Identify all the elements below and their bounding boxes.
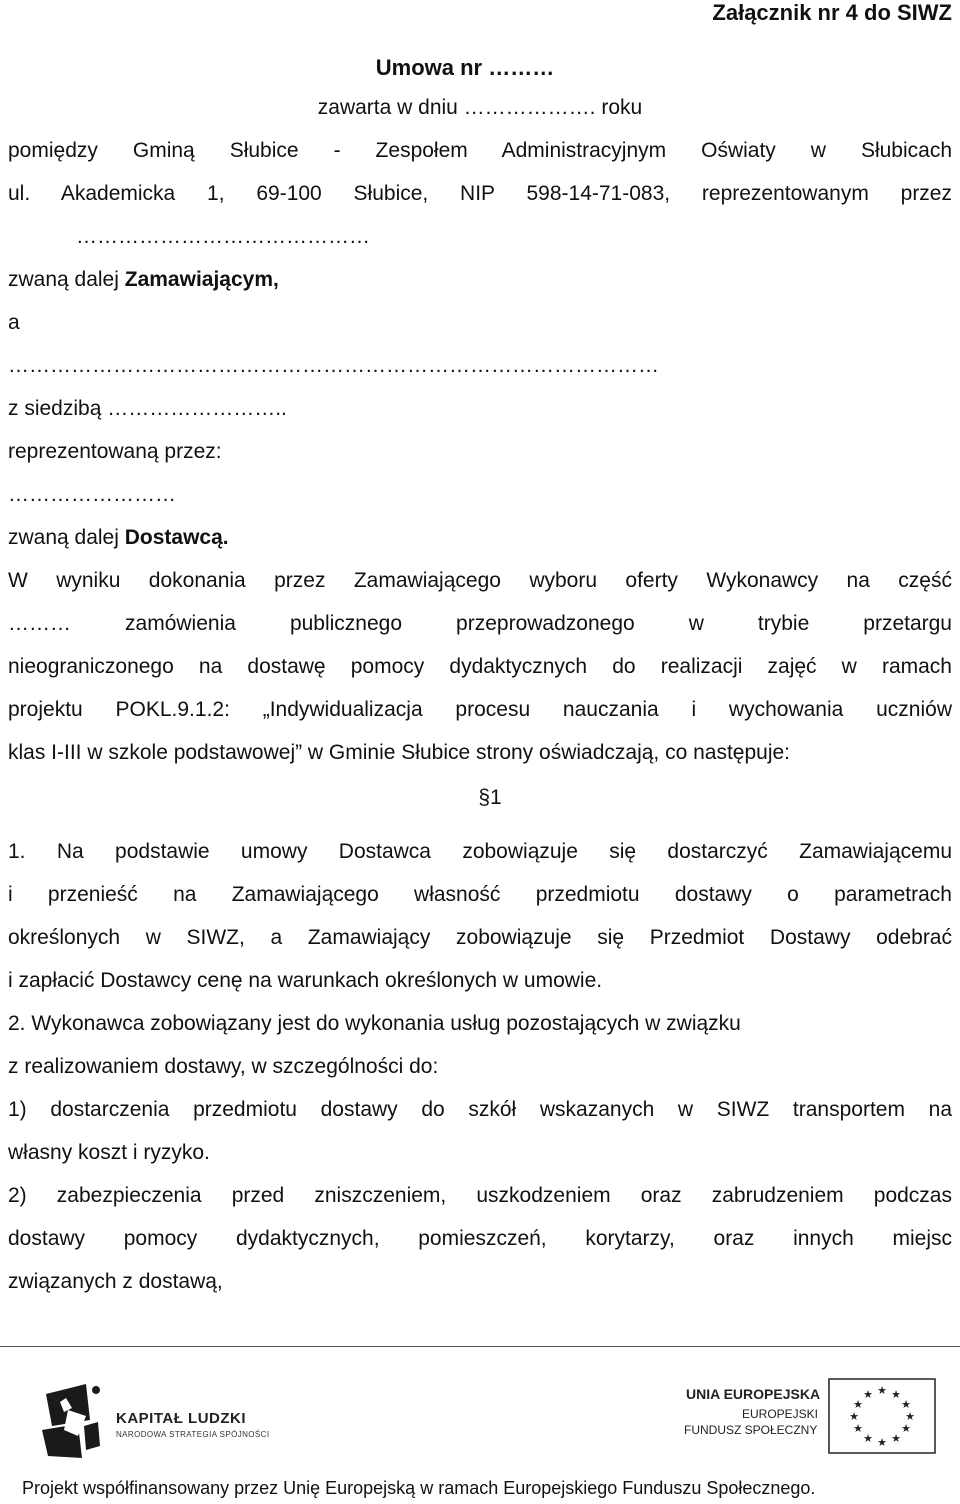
ordering-party-line [8, 262, 952, 305]
supplier-prefix: zwaną dalej [8, 526, 125, 549]
clause-2-line-1: 2. Wykonawca zobowiązany jest do wykonania usług pozostających w związku [8, 1012, 741, 1035]
svg-text:★: ★ [905, 1410, 915, 1423]
intro-line-4: projektu POKL.9.1.2: „Indywidualizacja procesu nauczania i wychowania uczniów [8, 698, 952, 721]
svg-text:★: ★ [853, 1422, 863, 1435]
kapital-ludzki-title: KAPITAŁ LUDZKI [116, 1410, 247, 1427]
eu-title: UNIA EUROPEJSKA [686, 1386, 821, 1402]
intro-line-5: klas I-III w szkole podstawowej” w Gminie Słubice strony oświadczają, co następuje: [8, 741, 791, 764]
clause-4-line-3: związanych z dostawą, [8, 1270, 223, 1293]
clause-4-line-2: dostawy pomocy dydaktycznych, pomieszczeń, korytarzy, oraz innych miejsc [8, 1227, 952, 1250]
kapital-ludzki-logo [38, 1380, 270, 1460]
svg-text:★: ★ [863, 1432, 873, 1445]
intro-line-3: nieograniczonego na dostawę pomocy dydaktycznych do realizacji zajęć w ramach [8, 655, 952, 678]
svg-text:★: ★ [877, 1436, 887, 1449]
ordering-party-prefix: zwaną dalej [8, 268, 125, 291]
eu-logo [678, 1378, 938, 1458]
eu-flag-icon [828, 1378, 936, 1454]
svg-text:★: ★ [853, 1398, 863, 1411]
date-line: zawarta w dniu ………………. roku [317, 96, 643, 119]
contract-title: Umowa nr ……… [375, 55, 555, 80]
intro-line-2: ……… zamówienia publicznego przeprowadzonego w trybie przetargu [8, 612, 952, 635]
supplier-seat: z siedzibą …………………….. [8, 397, 287, 420]
ordering-party-name: Zamawiającym, [124, 268, 279, 291]
and-line: a [8, 311, 20, 334]
clause-1-line-3: określonych w SIWZ, a Zamawiający zobowiązuje się Przedmiot Dostawy odebrać [8, 926, 952, 949]
svg-text:★: ★ [891, 1388, 901, 1401]
parties-line-1: pomiędzy Gminą Słubice - Zespołem Administracyjnym Oświaty w Słubicach [8, 139, 952, 162]
supplier-name: Dostawcą. [124, 526, 229, 549]
footer-divider [0, 1346, 960, 1347]
document-content [8, 50, 952, 1307]
svg-text:★: ★ [891, 1432, 901, 1445]
eu-subtitle-1: EUROPEJSKI [742, 1407, 819, 1421]
svg-text:★: ★ [863, 1388, 873, 1401]
intro-line-1: W wyniku dokonania przez Zamawiającego wyboru oferty Wykonawcy na część [8, 569, 952, 592]
cofinancing-footer: Projekt współfinansowany przez Unię Europejską w ramach Europejskiego Funduszu Społecznego. [22, 1478, 816, 1498]
clause-1-line-2: i przenieść na Zamawiającego własność przedmiotu dostawy o parametrach [8, 883, 952, 906]
attachment-label: Załącznik nr 4 do SIWZ [712, 0, 952, 25]
kapital-ludzki-emblem-icon [38, 1380, 110, 1460]
svg-text:★: ★ [901, 1422, 911, 1435]
kapital-ludzki-subtitle: NARODOWA STRATEGIA SPÓJNOŚCI [116, 1430, 270, 1439]
clause-1-line-1: 1. Na podstawie umowy Dostawca zobowiązuje się dostarczyć Zamawiającemu [8, 840, 952, 863]
clause-1-line-4: i zapłacić Dostawcy cenę na warunkach określonych w umowie. [8, 969, 603, 992]
clause-4-line-1: 2) zabezpieczenia przed zniszczeniem, uszkodzeniem oraz zabrudzeniem podczas [8, 1184, 952, 1207]
supplier-placeholder: ………………………………………………………………………………… [8, 354, 659, 377]
supplier-representative-placeholder: …………………… [8, 483, 176, 506]
svg-text:★: ★ [901, 1398, 911, 1411]
clause-2-line-2: z realizowaniem dostawy, w szczególności do: [8, 1055, 439, 1078]
representative-placeholder: …………………………………… [76, 225, 370, 248]
parties-line-2: ul. Akademicka 1, 69-100 Słubice, NIP 598-14-71-083, reprezentowanym przez [8, 182, 952, 205]
supplier-line [8, 520, 952, 563]
supplier-represented-by: reprezentowaną przez: [8, 440, 222, 463]
clause-3-line-1: 1) dostarczenia przedmiotu dostawy do szkół wskazanych w SIWZ transportem na [8, 1098, 952, 1121]
eu-subtitle-2: FUNDUSZ SPOŁECZNY [684, 1423, 818, 1437]
svg-text:★: ★ [877, 1384, 887, 1397]
section-heading: §1 [478, 786, 502, 809]
clause-3-line-2: własny koszt i ryzyko. [8, 1141, 210, 1164]
svg-text:★: ★ [849, 1410, 859, 1423]
